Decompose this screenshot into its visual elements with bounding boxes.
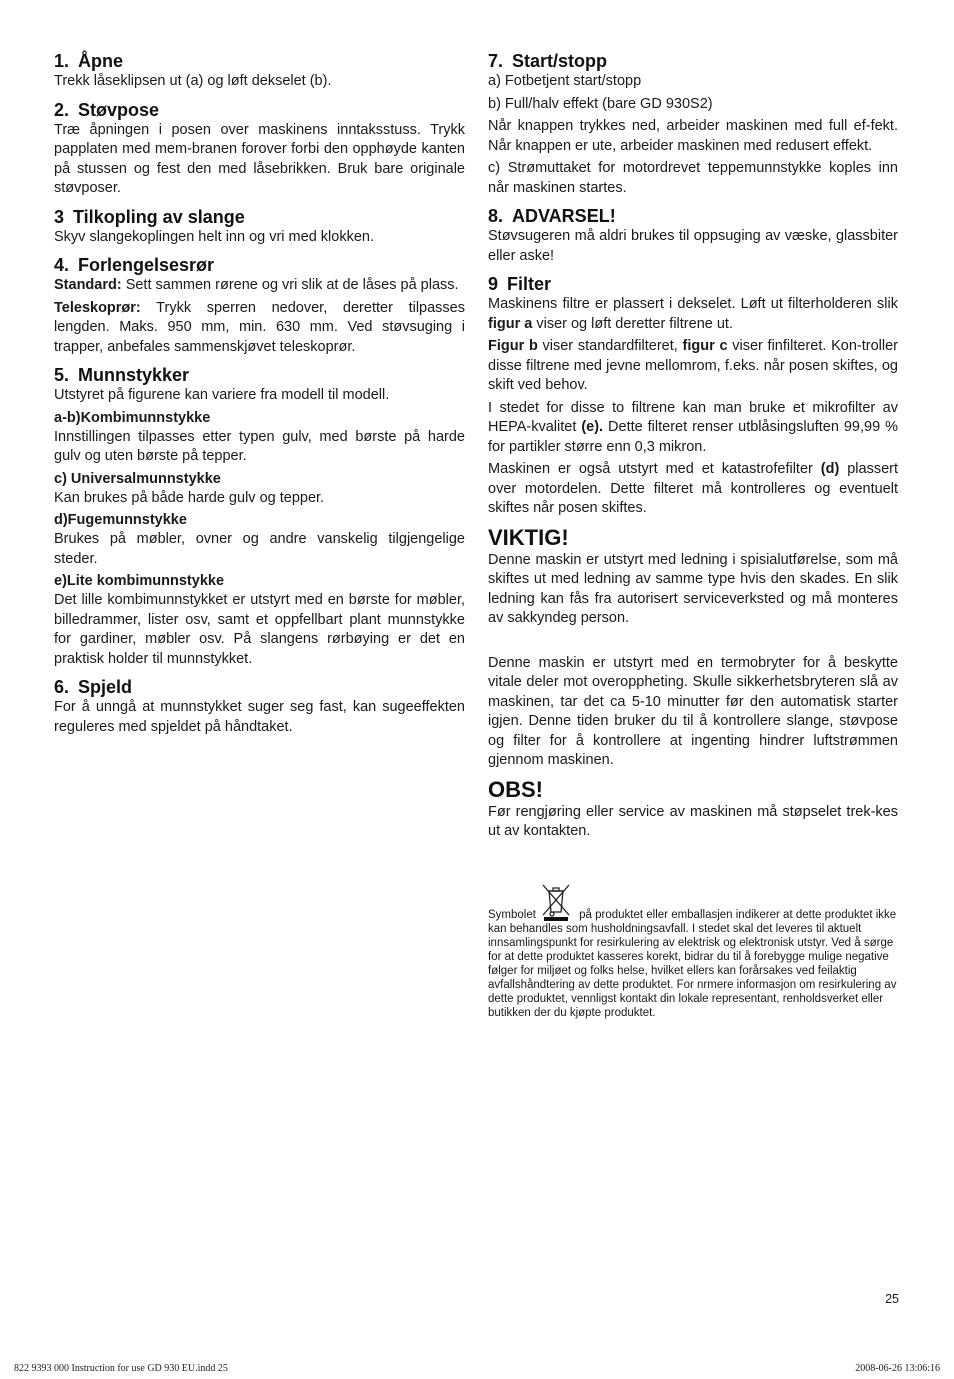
text-munnstykker: Utstyret på figurene kan variere fra modell til modell. (54, 387, 390, 403)
heading-forlengelsesror: 4. Forlengelsesrør (54, 255, 215, 275)
heading-advarsel: 8. ADVARSEL! (488, 206, 616, 226)
text-standard: Standard: Sett sammen rørene og vri slik at de låses på plass. (54, 277, 459, 293)
text-teleskopror: Teleskoprør: Trykk sperren nedover, deretter tilpasses lengden. Maks. 950 mm, min. 630 mm. Ved støvsuging i trapper, anbefales sammenskjøvet teleskoprør. (54, 299, 465, 355)
subheading-universalmunnstykke: c) Universalmunnstykke (54, 470, 221, 487)
text-viktig-termobryter: Denne maskin er utstyrt med en termobryter for å beskytte vitale deler mot overoppheting. Skulle sikkerhetsbryteren slå av maskinen, tar det ca 5-10 minutter før den automatisk starter igjen. Denne tiden bruker du til å kontrollere slange, støvpose og filter for å kontrollere at ingenting hindrer luftstrømmen gjennom maskinen. (488, 654, 898, 768)
heading-munnstykker: 5. Munnstykker (54, 365, 190, 385)
text-start-stopp-effekt: Når knappen trykkes ned, arbeider maskinen med full ef-fekt. Når knappen er ute, arbeider maskinen med redusert effekt. (488, 118, 898, 154)
text-fugemunnstykke: Brukes på møbler, ovner og andre vanskelig tilgjengelige steder. (54, 531, 465, 567)
heading-filter: 9 Filter (488, 274, 552, 294)
text-start-stopp-c: c) Strømuttaket for motordrevet teppemunnstykke koples inn når maskinen startes. (488, 160, 898, 196)
right-column (488, 50, 898, 1020)
text-filter-1: Maskinens filtre er plassert i dekselet. Løft ut filterholderen slik figur a viser og løft deretter filtrene ut. (488, 296, 898, 332)
heading-apne: 1. Åpne (54, 51, 124, 71)
text-lite-kombimunnstykke: Det lille kombimunnstykket er utstyrt med en børste for møbler, billedrammer, lister osv, samt et oppfellbart plant munnstykke for gardiner, møbler osv. På slangens rørbøying er det en praktisk holder til munnstykket. (54, 592, 465, 667)
heading-tilkopling: 3 Tilkopling av slange (54, 206, 245, 227)
heading-viktig: VIKTIG! (488, 524, 569, 550)
subheading-fugemunnstykke: d)Fugemunnstykke (54, 512, 187, 528)
heading-stovpose: 2. Støvpose (54, 99, 160, 120)
heading-start-stopp: 7. Start/stopp (488, 51, 608, 71)
text-obs: Før rengjøring eller service av maskinen må støpselet trek-kes ut av kontakten. (488, 803, 898, 839)
text-spjeld: For å unngå at munnstykket suger seg fast, kan sugeeffekten reguleres med spjeldet på håndtaket. (54, 699, 465, 735)
recycling-notice: Symbolet på produktet eller emballasjen indikerer at dette produktet ikke kan behandles som husholdningsavfall. I stedet skal det leveres til aktuelt innsamlingspunkt for resirkulering av elektrisk og elektronisk utstyr. Ved å sørge for at dette produktet kasseres korekt, bidrar du til å forebygge mulige negative følger for miljøet og folks helse, hvilket ellers kan forårsakes ved feilaktig avfallshåndtering av dette produktet. For nrmere informasjon om resirkulering av dette produktet, vennligst kontakt din lokale representant, renholdsverket eller butikken der du kjøpte produktet. (488, 882, 898, 1020)
text-filter-4: Maskinen er også utstyrt med et katastrofefilter (d) plassert over motordelen. Dette filteret må kontrolleres og eventuelt skiftes når posen skiftes. (488, 461, 898, 516)
text-start-stopp-a: a) Fotbetjent start/stopp (488, 73, 642, 89)
heading-obs: OBS! (488, 776, 543, 802)
text-filter-3: I stedet for disse to filtrene kan man bruke et mikrofilter av HEPA-kvalitet (e). Dette filteret renser utblåsingsluften 99,99 % for partikler større enn 0,3 mikron. (488, 399, 898, 455)
heading-spjeld: 6. Spjeld (54, 677, 133, 697)
page-number: 25 (885, 1292, 899, 1306)
text-stovpose: Træ åpningen i posen over maskinens inntaksstuss. Trykk papplaten med mem-branen forover forbi den opphøyde kanten på stussen og fest den med låsebrikken. Bruk bare originale støvposer. (54, 121, 465, 196)
text-advarsel: Støvsugeren må aldri brukes til oppsuging av væske, glassbiter eller aske! (488, 228, 898, 264)
subheading-kombimunnstykke: a-b)Kombimunnstykke (54, 409, 211, 426)
subheading-lite-kombimunnstykke: e)Lite kombimunnstykke (54, 573, 225, 589)
footer-file-info: 822 9393 000 Instruction for use GD 930 EU.indd 25 (14, 1363, 228, 1374)
left-column (54, 50, 465, 740)
text-kombimunnstykke: Innstillingen tilpasses etter typen gulv, med børste på harde gulv og uten børste på tepper. (54, 428, 465, 464)
text-universalmunnstykke: Kan brukes på både harde gulv og tepper. (54, 489, 325, 506)
text-tilkopling: Skyv slangekoplingen helt inn og vri med klokken. (54, 228, 374, 245)
footer-timestamp: 2008-06-26 13:06:16 (855, 1363, 940, 1374)
text-viktig-ledning: Denne maskin er utstyrt med ledning i spisialutførelse, som må skiftes ut med ledning av samme type hvis den skades. En slik ledning kan fås fra autorisert serviceverksted og må monteres av sakkyndeg person. (488, 551, 898, 626)
text-apne: Trekk låseklipsen ut (a) og løft dekselet (b). (54, 73, 332, 89)
text-filter-2: Figur b viser standardfilteret, figur c viser finfilteret. Kon-troller disse filtrene med jevne mellomrom, f.eks. når posen skiftes, og skift ved behov. (488, 338, 898, 393)
text-start-stopp-b: b) Full/halv effekt (bare GD 930S2) (488, 95, 713, 112)
crossed-out-wheelie-bin-icon (540, 882, 572, 922)
